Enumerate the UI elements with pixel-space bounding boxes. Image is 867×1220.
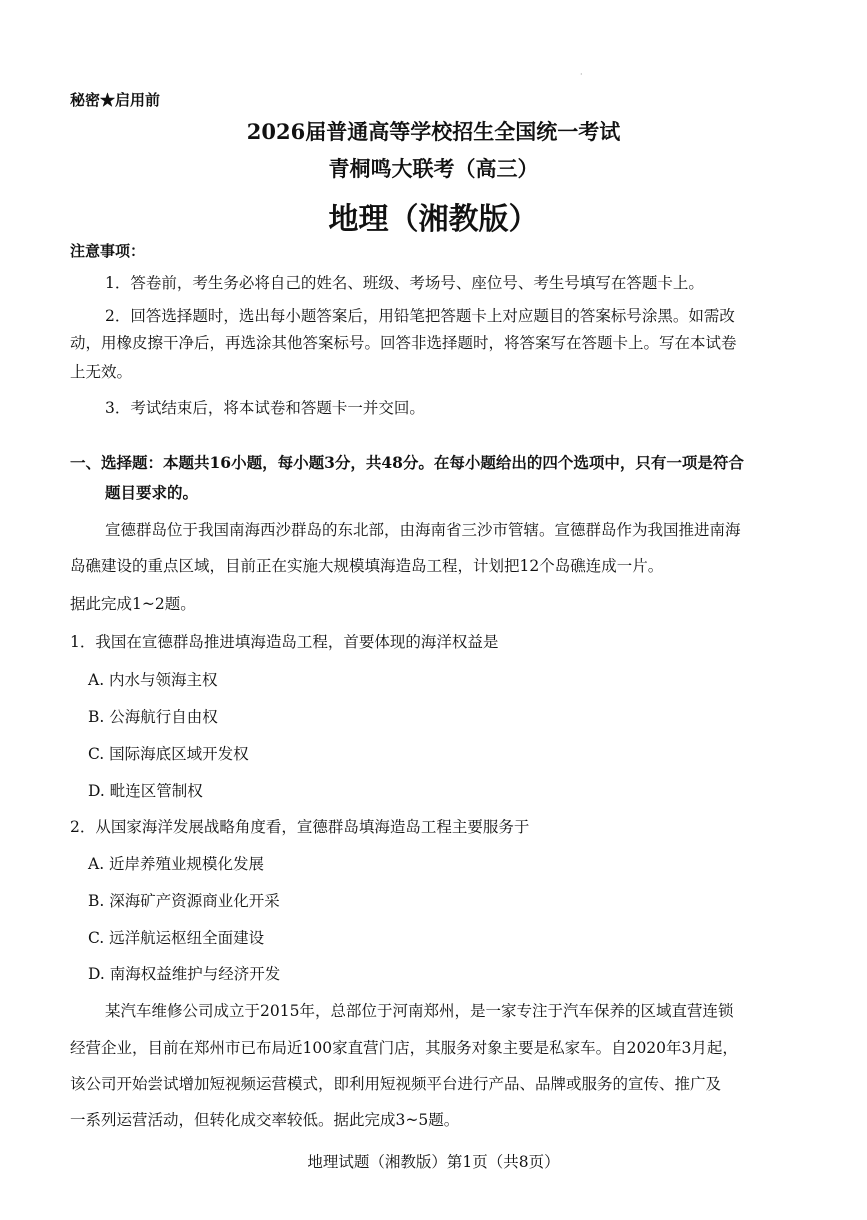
passage1-line-3: 据此完成1~2题。 bbox=[70, 595, 196, 613]
notice-heading: 注意事项： bbox=[70, 242, 146, 260]
passage2-line-1: 某汽车维修公司成立于2015年，总部位于河南郑州，是一家专注于汽车保养的区域直营连锁 bbox=[105, 1002, 734, 1020]
q1-option-a: A. 内水与领海主权 bbox=[88, 671, 218, 689]
notice-line-5: 3．考试结束后，将本试卷和答题卡一并交回。 bbox=[105, 399, 425, 417]
passage2-line-4: 一系列运营活动，但转化成交率较低。据此完成3~5题。 bbox=[70, 1111, 460, 1129]
q2-option-a: A. 近岸养殖业规模化发展 bbox=[88, 855, 265, 873]
q2-option-d: D. 南海权益维护与经济开发 bbox=[88, 965, 281, 983]
passage2-line-3: 该公司开始尝试增加短视频运营模式，即利用短视频平台进行产品、品牌或服务的宣传、推广及 bbox=[70, 1075, 722, 1093]
section-heading-line-2: 题目要求的。 bbox=[105, 483, 199, 502]
passage1-line-2: 岛礁建设的重点区域，目前正在实施大规模填海造岛工程，计划把12个岛礁连成一片。 bbox=[70, 557, 664, 575]
q2-stem: 2．从国家海洋发展战略角度看，宣德群岛填海造岛工程主要服务于 bbox=[70, 818, 530, 836]
exam-title: 2026届普通高等学校招生全国统一考试 bbox=[246, 119, 621, 144]
notice-line-4: 上无效。 bbox=[70, 363, 133, 381]
notice-line-1: 1．答卷前，考生务必将自己的姓名、班级、考场号、座位号、考生号填写在答题卡上。 bbox=[105, 274, 704, 292]
passage1-line-1: 宣德群岛位于我国南海西沙群岛的东北部，由海南省三沙市管辖。宣德群岛作为我国推进南海 bbox=[105, 521, 741, 539]
q2-option-b: B. 深海矿产资源商业化开采 bbox=[88, 892, 280, 910]
notice-line-3: 动，用橡皮擦干净后，再选涂其他答案标号。回答非选择题时，将答案写在答题卡上。写在本试卷 bbox=[70, 334, 737, 352]
notice-line-2: 2．回答选择题时，选出每小题答案后，用铅笔把答题卡上对应题目的答案标号涂黑。如需改 bbox=[105, 307, 735, 325]
exam-subtitle: 青桐鸣大联考（高三） bbox=[328, 156, 539, 181]
q1-option-d: D. 毗连区管制权 bbox=[88, 782, 203, 800]
passage2-line-2: 经营企业，目前在郑州市已布局近100家直营门店，其服务对象主要是私家车。自2020年3月起， bbox=[70, 1039, 738, 1057]
q1-option-c: C. 国际海底区域开发权 bbox=[88, 745, 249, 763]
section-heading-line-1: 一、选择题：本题共16小题，每小题3分，共48分。在每小题给出的四个选项中，只有一项是符合 bbox=[70, 453, 744, 472]
q1-option-b: B. 公海航行自由权 bbox=[88, 708, 218, 726]
subject-title: 地理（湘教版） bbox=[328, 202, 539, 237]
page-footer: 地理试题（湘教版）第1页（共8页） bbox=[307, 1153, 560, 1171]
secret-label: 秘密★启用前 bbox=[70, 91, 161, 109]
scan-dot: · bbox=[580, 70, 583, 79]
q1-stem: 1．我国在宣德群岛推进填海造岛工程，首要体现的海洋权益是 bbox=[70, 633, 499, 651]
q2-option-c: C. 远洋航运枢纽全面建设 bbox=[88, 929, 265, 947]
